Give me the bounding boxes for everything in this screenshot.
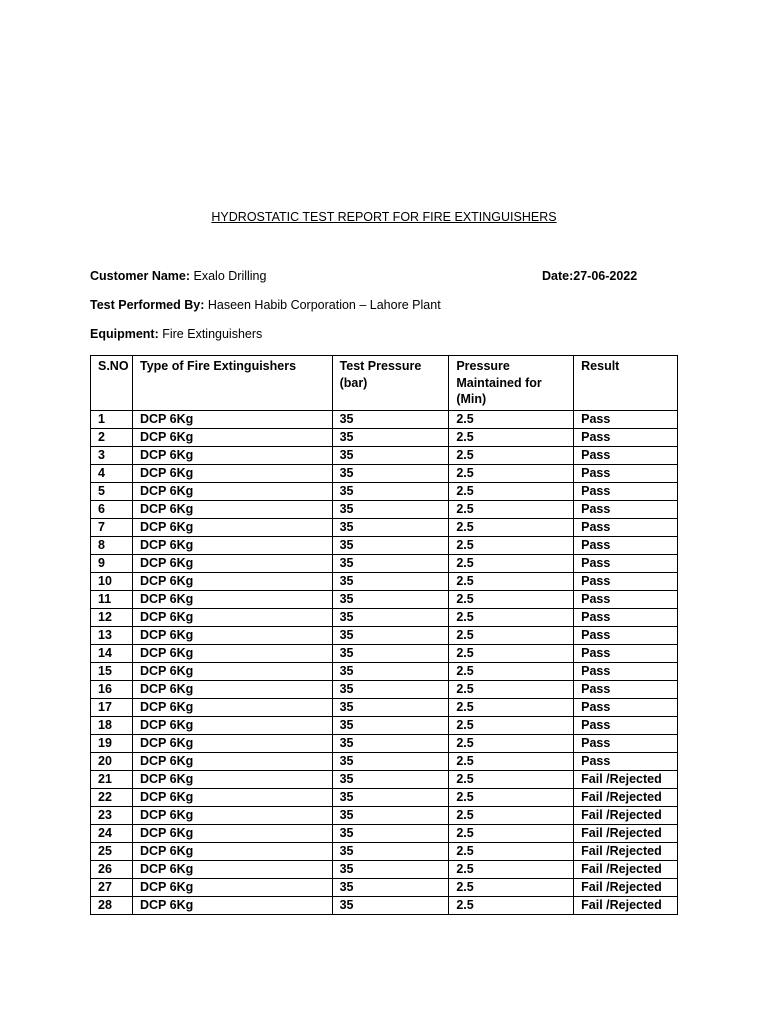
cell-sno: 7 xyxy=(91,519,133,537)
cell-type: DCP 6Kg xyxy=(132,573,332,591)
customer-value: Exalo Drilling xyxy=(193,269,267,283)
cell-result: Pass xyxy=(574,753,678,771)
table-row xyxy=(91,447,678,465)
cell-test-pressure: 35 xyxy=(332,771,449,789)
cell-pressure-maintained: 2.5 xyxy=(449,663,574,681)
cell-type: DCP 6Kg xyxy=(132,645,332,663)
cell-type: DCP 6Kg xyxy=(132,519,332,537)
cell-sno: 9 xyxy=(91,555,133,573)
cell-test-pressure: 35 xyxy=(332,807,449,825)
cell-sno: 21 xyxy=(91,771,133,789)
report-date: Date:27-06-2022 xyxy=(542,269,638,283)
cell-sno: 1 xyxy=(91,411,133,429)
cell-pressure-maintained: 2.5 xyxy=(449,843,574,861)
cell-pressure-maintained: 2.5 xyxy=(449,699,574,717)
table-row xyxy=(91,627,678,645)
cell-result: Pass xyxy=(574,645,678,663)
cell-pressure-maintained: 2.5 xyxy=(449,537,574,555)
customer-label: Customer Name: xyxy=(90,269,191,283)
table-row xyxy=(91,573,678,591)
cell-test-pressure: 35 xyxy=(332,411,449,429)
cell-pressure-maintained: 2.5 xyxy=(449,573,574,591)
table-row xyxy=(91,465,678,483)
cell-sno: 22 xyxy=(91,789,133,807)
cell-test-pressure: 35 xyxy=(332,753,449,771)
equipment-label: Equipment: xyxy=(90,327,159,341)
cell-result: Pass xyxy=(574,537,678,555)
table-row xyxy=(91,483,678,501)
cell-sno: 16 xyxy=(91,681,133,699)
cell-sno: 4 xyxy=(91,465,133,483)
table-row xyxy=(91,843,678,861)
cell-sno: 14 xyxy=(91,645,133,663)
cell-result: Pass xyxy=(574,717,678,735)
cell-result: Pass xyxy=(574,609,678,627)
cell-result: Pass xyxy=(574,573,678,591)
cell-type: DCP 6Kg xyxy=(132,807,332,825)
cell-result: Pass xyxy=(574,483,678,501)
cell-sno: 13 xyxy=(91,627,133,645)
cell-test-pressure: 35 xyxy=(332,429,449,447)
cell-result: Pass xyxy=(574,411,678,429)
cell-sno: 18 xyxy=(91,717,133,735)
cell-type: DCP 6Kg xyxy=(132,663,332,681)
table-row xyxy=(91,429,678,447)
cell-pressure-maintained: 2.5 xyxy=(449,411,574,429)
table-header-row xyxy=(91,356,678,411)
cell-test-pressure: 35 xyxy=(332,735,449,753)
cell-result: Pass xyxy=(574,627,678,645)
cell-type: DCP 6Kg xyxy=(132,879,332,897)
table-row xyxy=(91,519,678,537)
cell-type: DCP 6Kg xyxy=(132,789,332,807)
cell-type: DCP 6Kg xyxy=(132,555,332,573)
cell-pressure-maintained: 2.5 xyxy=(449,789,574,807)
table-row xyxy=(91,645,678,663)
cell-test-pressure: 35 xyxy=(332,843,449,861)
cell-pressure-maintained: 2.5 xyxy=(449,609,574,627)
cell-pressure-maintained: 2.5 xyxy=(449,735,574,753)
cell-sno: 27 xyxy=(91,879,133,897)
cell-test-pressure: 35 xyxy=(332,825,449,843)
cell-type: DCP 6Kg xyxy=(132,501,332,519)
report-title: HYDROSTATIC TEST REPORT FOR FIRE EXTINGUISHERS xyxy=(211,210,557,224)
cell-test-pressure: 35 xyxy=(332,789,449,807)
performed-by-value: Haseen Habib Corporation – Lahore Plant xyxy=(207,298,441,312)
cell-type: DCP 6Kg xyxy=(132,429,332,447)
table-row xyxy=(91,807,678,825)
cell-type: DCP 6Kg xyxy=(132,861,332,879)
cell-result: Fail /Rejected xyxy=(574,771,678,789)
cell-result: Fail /Rejected xyxy=(574,861,678,879)
cell-result: Fail /Rejected xyxy=(574,897,678,915)
table-row xyxy=(91,699,678,717)
cell-result: Pass xyxy=(574,663,678,681)
cell-type: DCP 6Kg xyxy=(132,825,332,843)
cell-result: Pass xyxy=(574,465,678,483)
cell-type: DCP 6Kg xyxy=(132,447,332,465)
equipment-value: Fire Extinguishers xyxy=(162,327,263,341)
cell-test-pressure: 35 xyxy=(332,519,449,537)
cell-result: Fail /Rejected xyxy=(574,825,678,843)
cell-type: DCP 6Kg xyxy=(132,699,332,717)
header-type: Type of Fire Extinguishers xyxy=(132,356,332,411)
cell-type: DCP 6Kg xyxy=(132,465,332,483)
cell-sno: 28 xyxy=(91,897,133,915)
table-row xyxy=(91,717,678,735)
cell-sno: 24 xyxy=(91,825,133,843)
table-row xyxy=(91,825,678,843)
cell-result: Pass xyxy=(574,555,678,573)
cell-type: DCP 6Kg xyxy=(132,411,332,429)
cell-pressure-maintained: 2.5 xyxy=(449,447,574,465)
cell-test-pressure: 35 xyxy=(332,591,449,609)
cell-test-pressure: 35 xyxy=(332,609,449,627)
cell-test-pressure: 35 xyxy=(332,483,449,501)
table-body xyxy=(91,411,678,915)
table-row xyxy=(91,591,678,609)
cell-result: Fail /Rejected xyxy=(574,879,678,897)
cell-sno: 11 xyxy=(91,591,133,609)
performed-by-label: Test Performed By: xyxy=(90,298,205,312)
cell-sno: 5 xyxy=(91,483,133,501)
cell-sno: 19 xyxy=(91,735,133,753)
cell-result: Pass xyxy=(574,735,678,753)
table-row xyxy=(91,789,678,807)
table-row xyxy=(91,537,678,555)
cell-pressure-maintained: 2.5 xyxy=(449,861,574,879)
cell-sno: 15 xyxy=(91,663,133,681)
cell-sno: 20 xyxy=(91,753,133,771)
performed-by-line xyxy=(90,298,441,312)
cell-pressure-maintained: 2.5 xyxy=(449,519,574,537)
cell-test-pressure: 35 xyxy=(332,465,449,483)
cell-pressure-maintained: 2.5 xyxy=(449,825,574,843)
cell-type: DCP 6Kg xyxy=(132,537,332,555)
cell-test-pressure: 35 xyxy=(332,555,449,573)
cell-type: DCP 6Kg xyxy=(132,753,332,771)
cell-test-pressure: 35 xyxy=(332,861,449,879)
header-pressure-maintained: Pressure Maintained for (Min) xyxy=(449,356,574,411)
cell-pressure-maintained: 2.5 xyxy=(449,681,574,699)
table-row xyxy=(91,609,678,627)
header-test-pressure: Test Pressure (bar) xyxy=(332,356,449,411)
results-table xyxy=(90,355,678,915)
table-row xyxy=(91,861,678,879)
cell-sno: 25 xyxy=(91,843,133,861)
cell-type: DCP 6Kg xyxy=(132,483,332,501)
table-row xyxy=(91,735,678,753)
table-row xyxy=(91,681,678,699)
cell-sno: 3 xyxy=(91,447,133,465)
header-sno: S.NO xyxy=(91,356,133,411)
cell-sno: 17 xyxy=(91,699,133,717)
cell-type: DCP 6Kg xyxy=(132,843,332,861)
cell-pressure-maintained: 2.5 xyxy=(449,555,574,573)
cell-result: Pass xyxy=(574,699,678,717)
cell-pressure-maintained: 2.5 xyxy=(449,879,574,897)
cell-test-pressure: 35 xyxy=(332,573,449,591)
cell-test-pressure: 35 xyxy=(332,501,449,519)
cell-type: DCP 6Kg xyxy=(132,771,332,789)
cell-sno: 23 xyxy=(91,807,133,825)
cell-sno: 12 xyxy=(91,609,133,627)
cell-pressure-maintained: 2.5 xyxy=(449,897,574,915)
equipment-line xyxy=(90,327,262,341)
cell-sno: 6 xyxy=(91,501,133,519)
cell-test-pressure: 35 xyxy=(332,627,449,645)
cell-pressure-maintained: 2.5 xyxy=(449,645,574,663)
table-row xyxy=(91,663,678,681)
cell-pressure-maintained: 2.5 xyxy=(449,483,574,501)
cell-pressure-maintained: 2.5 xyxy=(449,429,574,447)
cell-pressure-maintained: 2.5 xyxy=(449,807,574,825)
table-row xyxy=(91,879,678,897)
table-row xyxy=(91,897,678,915)
cell-pressure-maintained: 2.5 xyxy=(449,465,574,483)
cell-type: DCP 6Kg xyxy=(132,609,332,627)
cell-sno: 2 xyxy=(91,429,133,447)
cell-pressure-maintained: 2.5 xyxy=(449,501,574,519)
cell-test-pressure: 35 xyxy=(332,897,449,915)
cell-result: Pass xyxy=(574,447,678,465)
cell-sno: 10 xyxy=(91,573,133,591)
cell-type: DCP 6Kg xyxy=(132,681,332,699)
cell-pressure-maintained: 2.5 xyxy=(449,717,574,735)
cell-result: Pass xyxy=(574,519,678,537)
cell-test-pressure: 35 xyxy=(332,681,449,699)
table-row xyxy=(91,753,678,771)
cell-test-pressure: 35 xyxy=(332,879,449,897)
cell-result: Fail /Rejected xyxy=(574,843,678,861)
cell-type: DCP 6Kg xyxy=(132,627,332,645)
cell-result: Fail /Rejected xyxy=(574,807,678,825)
cell-test-pressure: 35 xyxy=(332,663,449,681)
header-result: Result xyxy=(574,356,678,411)
cell-type: DCP 6Kg xyxy=(132,717,332,735)
cell-result: Fail /Rejected xyxy=(574,789,678,807)
cell-test-pressure: 35 xyxy=(332,537,449,555)
table-row xyxy=(91,555,678,573)
cell-test-pressure: 35 xyxy=(332,645,449,663)
cell-sno: 8 xyxy=(91,537,133,555)
cell-type: DCP 6Kg xyxy=(132,897,332,915)
table-row xyxy=(91,771,678,789)
customer-line xyxy=(90,269,266,283)
table-row xyxy=(91,411,678,429)
cell-result: Pass xyxy=(574,429,678,447)
cell-type: DCP 6Kg xyxy=(132,591,332,609)
cell-result: Pass xyxy=(574,681,678,699)
cell-test-pressure: 35 xyxy=(332,699,449,717)
cell-type: DCP 6Kg xyxy=(132,735,332,753)
cell-result: Pass xyxy=(574,591,678,609)
cell-pressure-maintained: 2.5 xyxy=(449,753,574,771)
cell-sno: 26 xyxy=(91,861,133,879)
cell-test-pressure: 35 xyxy=(332,447,449,465)
cell-test-pressure: 35 xyxy=(332,717,449,735)
cell-pressure-maintained: 2.5 xyxy=(449,591,574,609)
cell-pressure-maintained: 2.5 xyxy=(449,627,574,645)
cell-pressure-maintained: 2.5 xyxy=(449,771,574,789)
table-row xyxy=(91,501,678,519)
cell-result: Pass xyxy=(574,501,678,519)
